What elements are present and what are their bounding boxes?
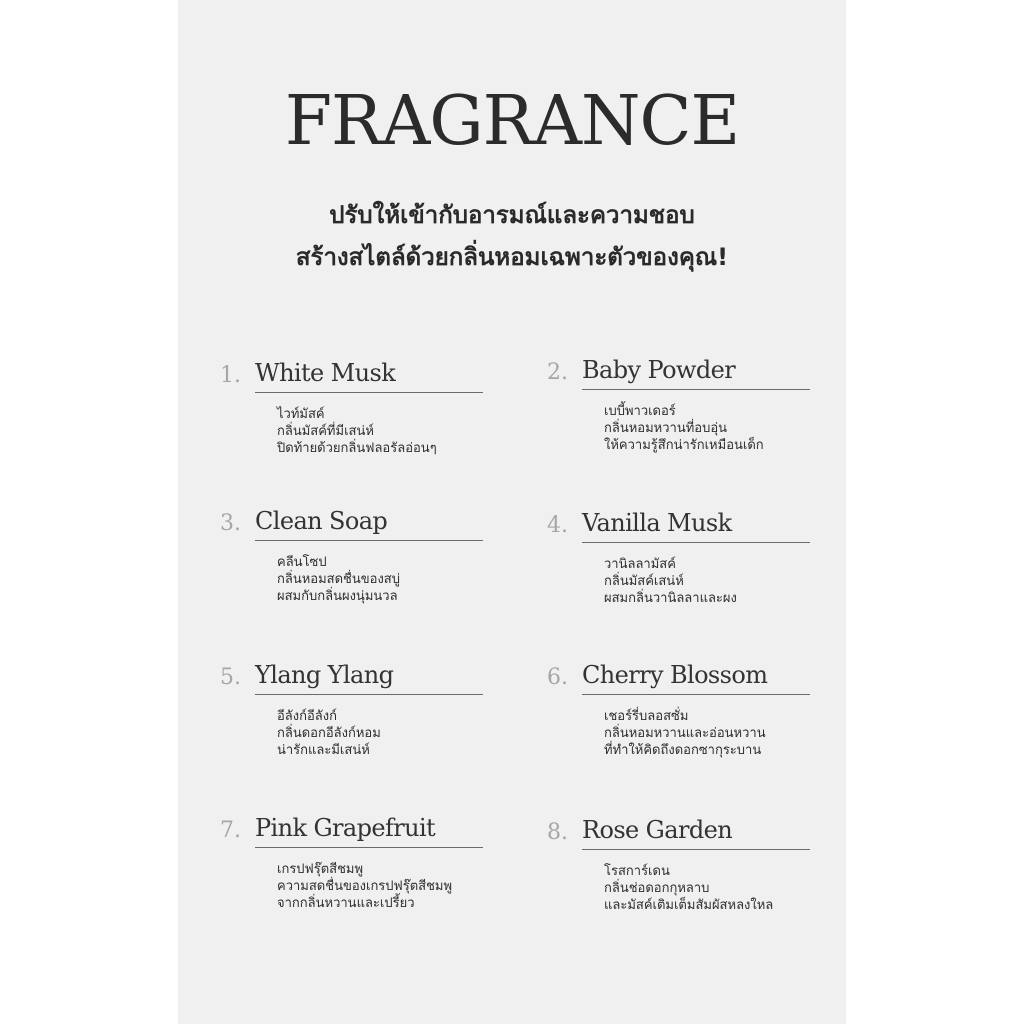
tagline-line-2: สร้างสไตล์ด้วยกลิ่นหอมเฉพาะตัวของคุณ! — [295, 243, 729, 271]
item-name: Vanilla Musk — [582, 509, 732, 537]
item-divider — [255, 392, 483, 393]
item-description — [277, 861, 452, 912]
description-line: เชอร์รี่บลอสซั่ม — [604, 709, 689, 724]
description-line: ไวท์มัสค์ — [277, 407, 325, 422]
fragrance-sheet — [178, 0, 846, 1024]
item-divider — [582, 694, 810, 695]
fragrance-item — [547, 661, 817, 777]
description-line: ให้ความรู้สึกน่ารักเหมือนเด็ก — [604, 438, 764, 453]
description-line: เบบี้พาวเดอร์ — [604, 404, 676, 419]
item-divider — [255, 847, 483, 848]
item-description — [604, 403, 764, 454]
item-name: White Musk — [255, 359, 396, 387]
description-line: กลิ่นช่อดอกกุหลาบ — [604, 881, 710, 896]
item-description — [604, 708, 766, 759]
description-line: น่ารักและมีเสน่ห์ — [277, 743, 370, 758]
item-number: 5. — [220, 665, 241, 690]
fragrance-item — [220, 507, 490, 623]
description-line: ความสดชื่นของเกรปฟรุ๊ตสีชมพู — [277, 879, 453, 894]
item-description — [277, 708, 381, 759]
fragrance-item — [547, 509, 817, 625]
description-line: กลิ่นหอมสดชื่นของสบู่ — [277, 572, 400, 587]
item-divider — [255, 540, 483, 541]
page-title: FRAGRANCE — [284, 82, 740, 161]
item-name: Baby Powder — [582, 356, 736, 384]
description-line: ที่ทำให้คิดถึงดอกซากุระบาน — [604, 743, 762, 758]
description-line: กลิ่นมัสค์เสน่ห์ — [604, 574, 684, 589]
item-name: Cherry Blossom — [582, 661, 768, 689]
description-line: ผสมกับกลิ่นผงนุ่มนวล — [277, 589, 398, 604]
item-divider — [582, 849, 810, 850]
description-line: ปิดท้ายด้วยกลิ่นฟลอรัลอ่อนๆ — [277, 441, 437, 456]
tagline-line-1: ปรับให้เข้ากับอารมณ์และความชอบ — [329, 201, 695, 229]
fragrance-item — [547, 816, 817, 932]
item-number: 4. — [547, 513, 568, 538]
description-line: วานิลลามัสค์ — [604, 557, 676, 572]
description-line: จากกลิ่นหวานและเปรี้ยว — [277, 896, 415, 911]
item-number: 7. — [220, 818, 241, 843]
item-description — [604, 863, 773, 914]
item-description — [277, 554, 400, 605]
item-divider — [255, 694, 483, 695]
description-line: กลิ่นมัสค์ที่มีเสน่ห์ — [277, 424, 374, 439]
item-description — [277, 406, 437, 457]
description-line: ผสมกลิ่นวานิลลาและผง — [604, 591, 737, 606]
item-number: 1. — [220, 363, 241, 388]
item-number: 8. — [547, 820, 568, 845]
description-line: กลิ่นดอกอีลังก์หอม — [277, 726, 381, 741]
description-line: กลิ่นหอมหวานที่อบอุ่น — [604, 421, 728, 436]
item-description — [604, 556, 737, 607]
fragrance-item — [220, 359, 490, 475]
item-number: 2. — [547, 360, 568, 385]
item-name: Rose Garden — [582, 816, 733, 844]
item-name: Ylang Ylang — [255, 661, 394, 689]
description-line: โรสการ์เดน — [604, 864, 670, 879]
item-divider — [582, 542, 810, 543]
fragrance-item — [220, 814, 490, 930]
fragrance-item — [220, 661, 490, 777]
description-line: และมัสค์เติมเต็มสัมผัสหลงใหล — [604, 898, 774, 913]
item-name: Clean Soap — [255, 507, 388, 535]
item-divider — [582, 389, 810, 390]
fragrance-item — [547, 356, 817, 472]
item-number: 6. — [547, 665, 568, 690]
description-line: อีลังก์อีลังก์ — [277, 709, 337, 724]
description-line: กลิ่นหอมหวานและอ่อนหวาน — [604, 726, 766, 741]
item-name: Pink Grapefruit — [255, 814, 436, 842]
item-number: 3. — [220, 511, 241, 536]
description-line: เกรปฟรุ๊ตสีชมพู — [277, 862, 364, 877]
description-line: คลีนโซป — [277, 555, 327, 570]
